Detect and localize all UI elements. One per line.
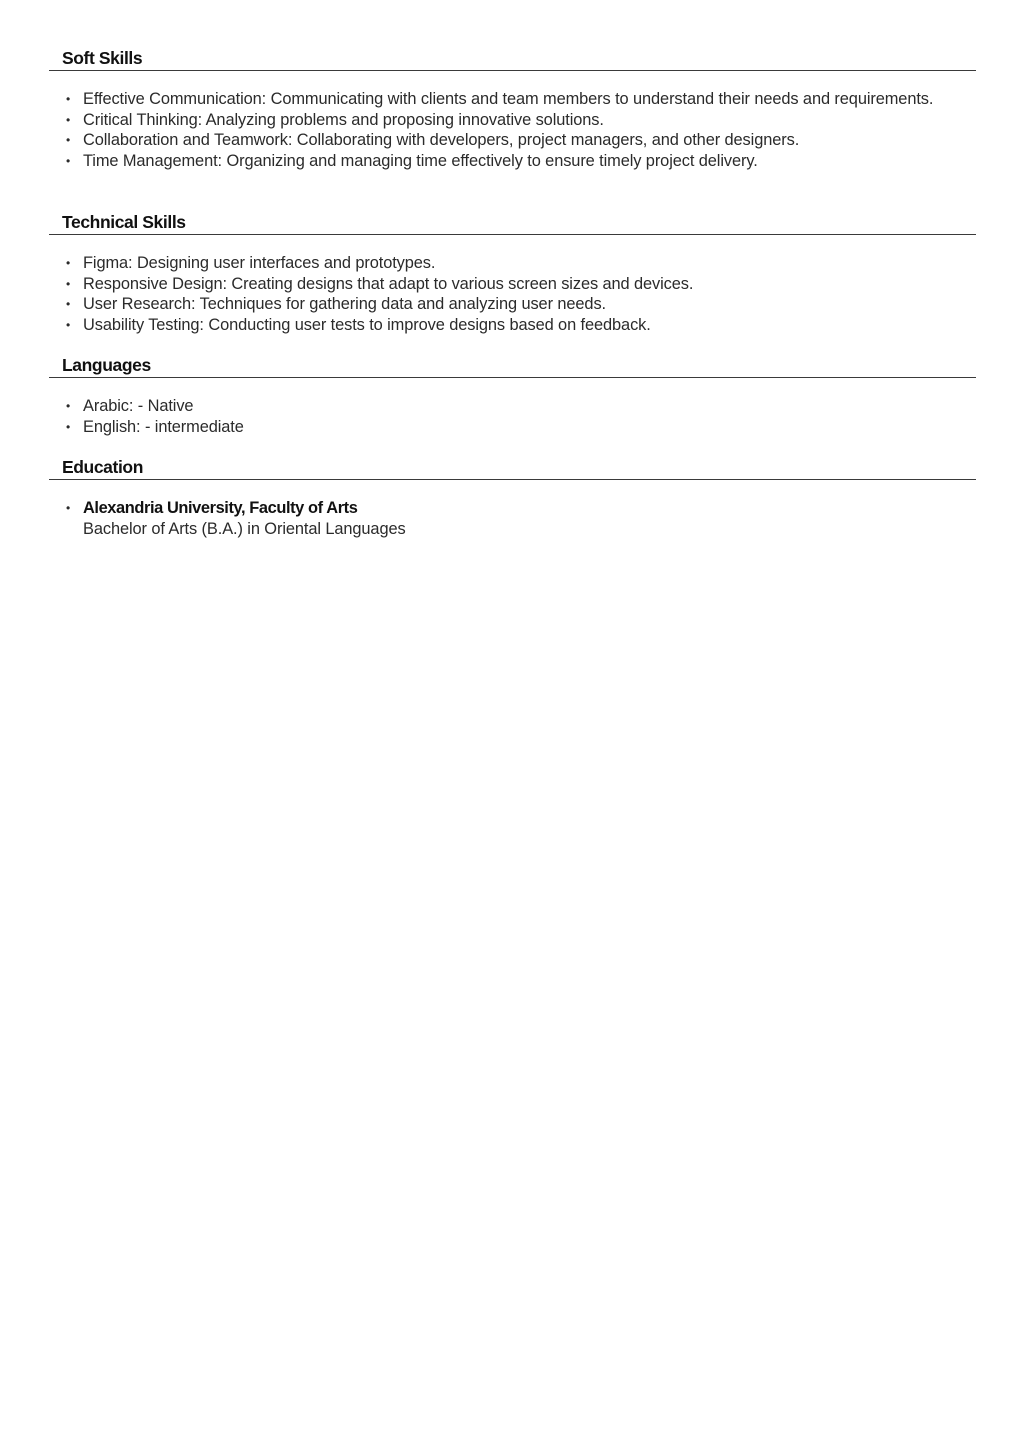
list-item-text: Responsive Design: Creating designs that adapt to various screen sizes and devices. <box>83 274 694 293</box>
list-item-text: Collaboration and Teamwork: Collaborating with developers, project managers, and other designers. <box>83 131 800 150</box>
bullet-icon: • <box>65 297 71 312</box>
bullet-icon: • <box>65 153 71 168</box>
list-item-text: Time Management: Organizing and managing time effectively to ensure timely project delivery. <box>83 151 758 170</box>
bullet-icon: • <box>65 317 71 332</box>
list-item-text: Critical Thinking: Analyzing problems and proposing innovative solutions. <box>83 110 604 129</box>
education-list <box>49 498 976 539</box>
education-section <box>49 455 976 539</box>
section-divider <box>49 234 976 235</box>
list-item-text: Figma: Designing user interfaces and prototypes. <box>83 254 436 272</box>
soft-skills-list <box>49 89 976 171</box>
list-item-text: English: - intermediate <box>83 417 244 436</box>
education-entry <box>49 498 976 539</box>
section-divider <box>49 377 976 378</box>
list-item <box>49 417 976 438</box>
list-item <box>49 274 976 295</box>
list-item <box>49 130 976 151</box>
list-item <box>49 110 976 131</box>
section-title-languages: Languages <box>62 355 151 375</box>
list-item <box>49 151 976 172</box>
section-title-education: Education <box>62 457 143 477</box>
bullet-icon: • <box>65 501 71 515</box>
bullet-icon: • <box>65 92 71 106</box>
section-divider <box>49 479 976 480</box>
list-item-text: Effective Communication: Communicating with clients and team members to understand their needs and requirements. <box>83 90 934 108</box>
education-degree: Bachelor of Arts (B.A.) in Oriental Languages <box>83 519 406 538</box>
bullet-icon: • <box>65 256 71 270</box>
section-divider <box>49 70 976 71</box>
languages-section <box>49 353 976 437</box>
education-school: Alexandria University, Faculty of Arts <box>83 499 358 517</box>
list-item <box>49 253 976 274</box>
bullet-icon: • <box>65 133 71 148</box>
list-item-text: Usability Testing: Conducting user tests to improve designs based on feedback. <box>83 315 651 334</box>
technical-skills-section <box>49 210 976 335</box>
list-item <box>49 315 976 336</box>
bullet-icon: • <box>65 419 71 434</box>
list-item <box>49 294 976 315</box>
soft-skills-section <box>49 46 976 171</box>
technical-skills-list <box>49 253 976 335</box>
list-item-text: User Research: Techniques for gathering data and analyzing user needs. <box>83 295 606 314</box>
bullet-icon: • <box>65 399 71 413</box>
languages-list <box>49 396 976 437</box>
list-item <box>49 89 976 110</box>
section-title-technical-skills: Technical Skills <box>62 212 186 232</box>
list-item-text: Arabic: - Native <box>83 397 194 415</box>
section-title-soft-skills: Soft Skills <box>62 48 143 68</box>
bullet-icon: • <box>65 276 71 291</box>
bullet-icon: • <box>65 112 71 127</box>
list-item <box>49 396 976 417</box>
